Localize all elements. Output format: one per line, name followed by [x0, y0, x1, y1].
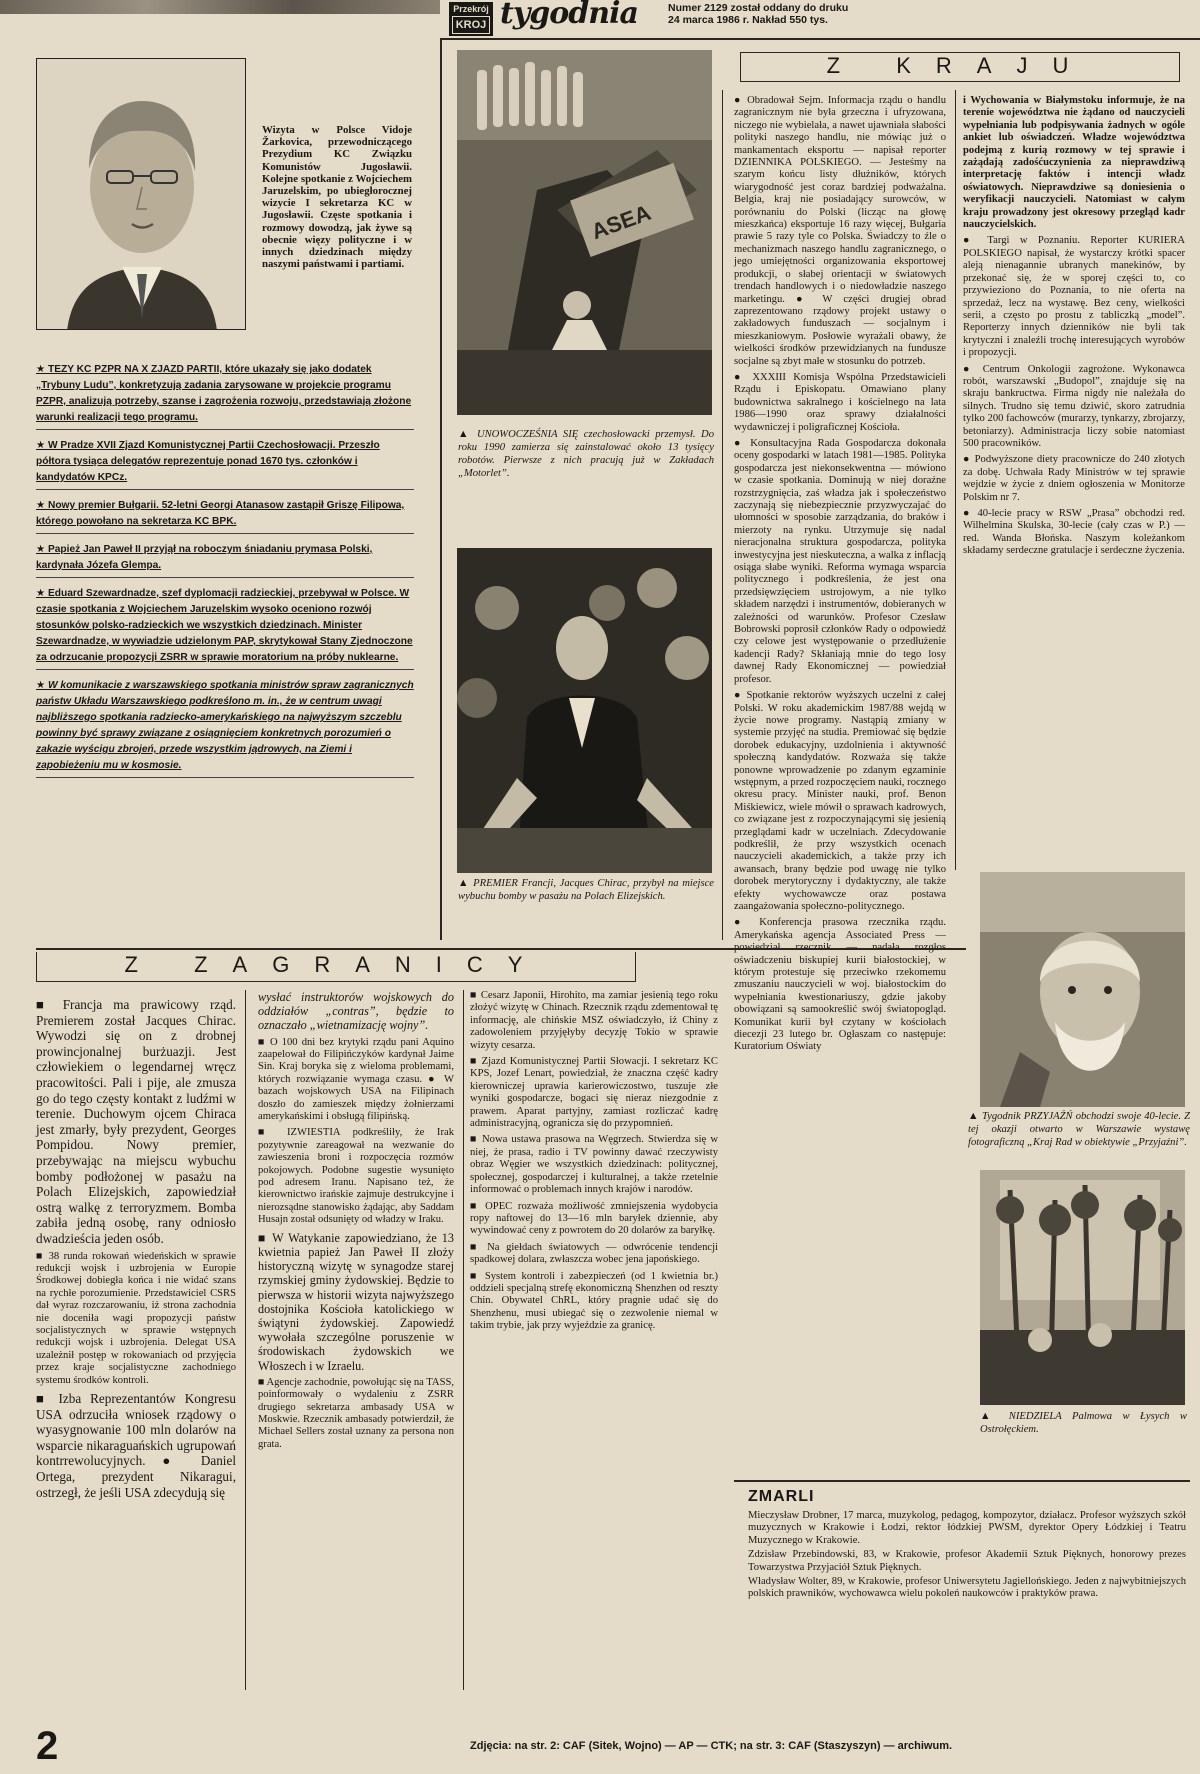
portrait-photo: [36, 58, 246, 330]
chirac-photo-caption: ▲ PREMIER Francji, Jacques Chirac, przybył na miejsce wybuchu bomby w pasażu na Polach Elizejskich.: [458, 878, 715, 902]
portrait-caption: Wizyta w Polsce Vidoje Žarkovica, przewodniczącego Prezydium KC Związku Komunistów Jugosławii. Kolejne spotkanie z Wojciechem Jaruzelskim, po ubiegłorocznej wizycie I sekretarza KC w Jugosławii. Częste spotkania i rozmowy dowodzą, jak żywe są obecnie więzy polityczne i w innych dziedzinach między naszymi państwami i partiami.: [262, 124, 412, 271]
masthead: [0, 0, 1200, 40]
palm-sunday-photo: [980, 1170, 1185, 1405]
z-zagranicy-col3: ■ Cesarz Japonii, Hirohito, ma zamiar jesienią tego roku złożyć wizytę w Chinach. Rzecznik rządu zdementował tę informację, ale chińskie MSZ oświadczyło, iż Chiny z zadowoleniem przyjęłyby decyzję Tokio w sprawie wizyty cesarza. ■ Zjazd Komunistycznej Partii Słowacji. I sekretarz KC KPS, Jozef Lenart, powiedział, że znaczna część kadry kierowniczej uprawia karierowiczostwo, tuszuje złe wyniki gospodarcze, bogaci się nieraz niezgodnie z prawem. Aparat partyjny, zamiast rozliczać kadrę administracyjną, ogranicza się do przypomnień. ■ Nowa ustawa prasowa na Węgrzech. Stwierdza się w niej, że prasa, radio i TV powinny dawać rzeczywisty obraz Węgier we wszystkich dziedzinach: politycznej, społecznej, gospodarczej i kulturalnej, a także rzetelnie informować o problemach innych krajów i narodów. ■ OPEC rozważa możliwość zmniejszenia wydobycia ropy naftowej do 13—16 mln baryłek dziennie, aby wywindować ceny z powrotem do 20 dolarów za baryłkę. ■ Na giełdach światowych — odwrócenie tendencji spadkowej dolara, zwłaszcza wobec jena japońskiego. ■ System kontroli i zabezpieczeń (od 1 kwietnia br.) oddzieli specjalną strefę ekonomiczną Shenzhen od reszty Chin. Obywatel ChRL, który pragnie udać się do Shenzhenu, musi ubiegać się o zezwolenie niemal w takim trybie, jak przy wyjeździe za granicę.: [470, 990, 718, 1332]
logo-script: tygodnia: [500, 0, 638, 31]
left-item: ★ TEZY KC PZPR NA X ZJAZD PARTII, które ukazały się jako dodatek „Trybuny Ludu”, konkretyzują zadania zarysowane w projekcie programu PZPR, analizują potrzeby, szanse i zagrożenia rozwoju, przedstawiają złożone warunki realizacji tego programu.: [36, 362, 414, 430]
z-kraju-col1: ● Obradował Sejm. Informacja rządu o handlu zagranicznym nie była grzeczna i ufryzowana, niczego nie wybielała, a nawet ujawniała słabości polityki naszego handlu, nie mówiąc już o mankamentach eksportu — napisał reporter DZIENNIKA POLSKIEGO. — Jesteśmy na szarym końcu listy dłużników, których wiarygodność jest coraz bardziej podważalna. Belgia, kraj nie posiadający surowców, w porównaniu do Polski (licząc na głowę mieszkańca) eksportuje 16 razy więcej, Bułgaria prawie 5 razy tyle co Polska. Świadczy to źle o mechanizmach naszego handlu zagranicznego, o jego umiejętności organizowania eksportowej produkcji, o słabej orientacji w światowych trendach handlowych i o niedowładzie naszego marketingu. ● W części drugiej obrad zaprezentowano rządowy projekt ustawy o zakładowych funduszach — socjalnym i mieszkaniowym. Posłowie wyrażali obawy, że wielkości środków przewidzianych na fundusze socjalne są zbyt małe w stosunku do potrzeb. ● XXXIII Komisja Wspólna Przedstawicieli Rządu i Episkopatu. Omawiano plany budownictwa sakralnego i kościelnego na lata 1986—1990 oraz sprawy działalności wydawniczej i poligraficznej Kościoła. ● Konsultacyjna Rada Gospodarcza dokonała oceny gospodarki w latach 1981—1985. Polityka gospodarcza jest niekonsekwentna — mówiono w czasie spotkania. Dominują w niej doraźne rozstrzygnięcia, zaś władza jak i społeczeństwo zaczynają się niebezpiecznie przyzwyczajać do ułomności w sposobie zarządzania, do braków i mierzoty na rynku. Utrzymuje się nadal nieracjonalna struktura gospodarcza, polityka inwestycyjna jest nieskuteczna, a walka z inflacją osiąga słabe wyniki. Reforma wymaga wsparcia politycznego i podkreślenia, że jest ona przedsięwzięciem ustrojowym, a nie tylko składem narzędzi i instrumentów, dobieranych w zależności od warunków. Profesor Czesław Bobrowski poprosił członków Rady o odpowiedź czy celowe jest występowanie o przedłużenie kadencji Rady? Skłaniają mnie do tego losy dawnej Rady Ekonomicznej — powiedział profesor. ● Spotkanie rektorów wyższych uczelni z całej Polski. W roku akademickim 1987/88 wejdą w życie nowe programy. Nastąpią zmiany w systemie przyjęć na studia. Premiować się będzie dorobek edukacyjny, uzdolnienia i aktywność społeczną kandydatów. Rozważa się także ponowne wprowadzenie po zdanym egzaminie wstępnym, a przed rozpoczęciem nauki, rocznego okresu pracy. Minister nauki, prof. Benon Miśkiewicz, wiele mówił o sprawach kadrowych, co związane jest z rozpoczynającymi się jesienią przeglądami kadr w uczelniach. Zdecydowanie podkreślił, że przy wszystkich ocenach nauczycieli akademickich, a także przy ich awansach, brany będzie pod uwagę nie tylko dorobek merytoryczny i dydaktyczny, ale także efekty wychowawcze oraz postawa zaangażowania społeczno-politycznego. ● Konferencja prasowa rzecznika rządu. Amerykańska agencja Associated Press — oświadczeniu biskupiej kurii białostockiej, w którym protestuje się przeciwko rzekomemu zmuszaniu nauczycieli w woj. białostockim do wypełniania kwestionariuszy, gdzie jakoby obowiązani są samookreślić swój światopogląd. Komunikat kurii był czytany w kościołach diecezji 23 lutego br. Ogłaszam co następuje: Kuratorium Oświaty: [734, 95, 946, 1053]
zmarli-entry: Władysław Wolter, 89, w Krakowie, profesor Uniwersytetu Jagiellońskiego. Jeden z najwybitniejszych polskich prawników, wychowawca wielu pokoleń naukowców i praktyków prawa.: [748, 1576, 1186, 1600]
page-number: 2: [36, 1724, 59, 1768]
logo-box: Przekrój KROJ: [449, 2, 493, 36]
z-zagranicy-col1: ■ Francja ma prawicowy rząd. Premierem został Jacques Chirac. Wywodzi się on z drobnej prowincjonalnej burżuazji. Jest człowiekiem o legendarnej wręcz pracowitości. Pali i pije, ale zmusza go do tego częsty kontakt z ludźmi w terenie. Duchowym ojcem Chiraca jest zmarły, były prezydent, Georges Pompidou. Nowy premier, przebywając na miejscu wybuchu bomby podłożonej w pasażu na Polach Elizejskich, zapowiedział ostrą walkę z terroryzmem. Bomba zabiła jedną osobę, rany odniosło dwadzieścia jeden osób. ■ 38 runda rokowań wiedeńskich w sprawie redukcji wojsk i uzbrojenia w Europie Środkowej dobiegła końca i nie widać szans na rychłe porozumienie. Przedstawiciel CSRS dał wyraz rozczarowaniu, iż strona zachodnia nie doceniła wagi propozycji państw socjalistycznych w sprawie wstępnych redukcji wojsk i uzbrojenia. Delegat USA uzależnił postęp w rokowaniach od przyjęcia przez kraje socjalistyczne zachodniego systemu środków kontroli. ■ Izba Reprezentantów Kongresu USA odrzuciła wniosek rządowy o wyasygnowanie 100 mln dolarów na wsparcie nikaraguańskich ugrupowań kontrrewolucyjnych. ● Daniel Ortega, prezydent Nikaragui, ostrzegł, że jeśli USA zdecydują się: [36, 997, 237, 1500]
przyjazn-photo: [980, 872, 1185, 1107]
print-info: Numer 2129 został oddany do druku 24 marca 1986 r. Nakład 550 tys.: [668, 2, 849, 26]
left-news-list: [36, 362, 414, 786]
left-item: ★ Papież Jan Paweł II przyjął na roboczym śniadaniu prymasa Polski, kardynała Józefa Glempa.: [36, 542, 414, 578]
z-kraju-title: Z KRAJU: [740, 52, 1180, 82]
z-zagranicy-title: Z ZAGRANICY: [36, 952, 636, 982]
left-item: ★ Nowy premier Bułgarii. 52-letni Georgi Atanasow zastąpił Griszę Filipowa, którego powołano na sekretarza KC BPK.: [36, 498, 414, 534]
zmarli-entry: Zdzisław Przebindowski, 83, w Krakowie, profesor Akademii Sztuk Pięknych, honorowy prezes Towarzystwa Przyjaciół Sztuk Pięknych.: [748, 1549, 1186, 1573]
chirac-photo: [457, 548, 712, 873]
left-item: ★ W Pradze XVII Zjazd Komunistycznej Partii Czechosłowacji. Przeszło półtora tysiąca delegatów reprezentuje ponad 1670 tys. członków i kandydatów KPCz.: [36, 438, 414, 490]
left-item: ★ W komunikacie z warszawskiego spotkania ministrów spraw zagranicznych państw Układu Warszawskiego podkreślono m. in., że w centrum uwagi najbliższego spotkania radziecko-amerykańskiego na najwyższym szczeblu powinny być sprawy związane z osiągnięciem konkretnych porozumień o zakazie wyścigu zbrojeń, przede wszystkim jądrowych, na Ziemi i zapobieżeniu mu w kosmosie.: [36, 678, 414, 778]
left-item: ★ Eduard Szewardnadze, szef dyplomacji radzieckiej, przebywał w Polsce. W czasie spotkania z Wojciechem Jaruzelskim wysoko oceniono rozwój stosunków polsko-radzieckich we wszystkich dziedzinach. Minister Szewardnadze, w wywiadzie udzielonym PAP, skrytykował Stany Zjednoczone za odrzucanie propozycji ZSRR w sprawie moratorium na próby nuklearne.: [36, 586, 414, 670]
asea-sign: ASEA: [588, 199, 654, 245]
robot-photo-caption: ▲ UNOWOCZEŚNIA SIĘ czechosłowacki przemysł. Do roku 1990 zamierza się zainstalować około 13 tysięcy robotów. Pierwsze z nich pracują już w Zakładach „Motorlet”.: [458, 429, 715, 479]
robot-factory-photo: [457, 50, 712, 415]
zmarli-title: ZMARLI: [748, 1488, 815, 1505]
zmarli-list: [748, 1510, 1186, 1601]
z-zagranicy-col2: wysłać instruktorów wojskowych do oddziałów „contras”, będzie to oznaczało „wietnamizację wojny”. ■ O 100 dni bez krytyki rządu pani Aquino zaapelował do Filipińczyków kardynał Jaime Sin. Kraj boryka się z wieloma problemami, których rozwiązanie wymaga czasu. ● W bazach wojskowych USA na Filipinach doszło do zamieszek między żołnierzami amerykańskimi i obsługą filipińską. ■ IZWIESTIA podkreśliły, że Irak pozytywnie zareagował na wezwanie do zawieszenia broni i rozpoczęcia rozmów pokojowych. Podobne sugestie wysunięto pod adresem Iranu. Napisano też, że kierownictwo irańskie zajmuje destrukcyjne i nierozsądne stanowisko żądając, aby Saddam Husajn został odsunięty od władzy w Iraku. ■ W Watykanie zapowiedziano, że 13 kwietnia papież Jan Paweł II złoży historyczną wizytę w synagodze starej rzymskiej gminy żydowskiej. Będzie to pierwsza w historii wizyta najwyższego dostojnika Kościoła katolickiego w świątyni żydowskiej. Zapowiedź wywołała szczególne poruszenie w środowiskach żydowskich we Włoszech i w Izraelu. ■ Agencje zachodnie, powołując się na TASS, poinformowały o wydaleniu z ZSRR drugiego sekretarza ambasady USA w Moskwie. Rzecznik ambasady potwierdził, że Michael Sellers został uznany za persona non grata.: [258, 990, 455, 1450]
z-kraju-col2: i Wychowania w Białymstoku informuje, że na terenie województwa nie żądano od nauczycieli wypełniania lub podpisywania żadnych w ogóle ankiet lub oświadczeń. Władze województwa podejmą z kurią rozmowy w tej sprawie i zażądają zadośćuczynienia za nieprawdziwą interpretację faktów i intencji władz oświatowych. Nieprawdziwe są doniesienia o weryfikacji nauczycieli. Natomiast w całym kraju prowadzony jest okresowy przegląd kadr nauczycielskich. ● Targi w Poznaniu. Reporter KURIERA POLSKIEGO napisał, że wystarczy krótki spacer aleją nienagannie ubranych manekinów, by przekonać się, że w sporej części to, co przywieziono do Poznania, to nie oferta na sprzedaż, lecz na wystawę. Bez ceny, wielkości serii, a często po prostu z tabliczką „model”. Reporterzy innych dzienników nie byli tak krytyczni i znaleźli trochę interesujących wyrobów i propozycji. ● Centrum Onkologii zagrożone. Wykonawca robót, warszawski „Budopol”, znajduje się na skraju bankructwa. Firma nigdy nie należała do silnych. Trudno się temu dziwić, skoro zatrudnia tylko 200 fachowców (murarzy, tynkarzy, zbrojarzy, betoniarzy). Administracja liczy sobie natomiast 500 pracowników. ● Podwyższone diety pracownicze do 240 złotych za dobę. Uchwała Rady Ministrów w tej sprawie wejdzie w życie z dniem ogłoszenia w Monitorze Polskim nr 7. ● 40-lecie pracy w RSW „Prasa” obchodzi red. Wilhelmina Skulska, 30-lecie (cały czas w P.) — red. Wanda Błońska. Naszym koleżankom składamy serdeczne gratulacje i serdeczne życzenia.: [963, 95, 1185, 557]
przyjazn-photo-caption: ▲ Tygodnik PRZYJAŹŃ obchodzi swoje 40-lecie. Z tej okazji otwarto w Warszawie wystawę fotograficzną „Kraj Rad w obiektywie „Przyjaźni”.: [968, 1111, 1190, 1148]
palm-sunday-caption: ▲ NIEDZIELA Palmowa w Łysych w Ostrołęckiem.: [980, 1411, 1187, 1435]
zmarli-entry: Mieczysław Drobner, 17 marca, muzykolog, pedagog, kompozytor, działacz. Profesor wyższych szkół muzycznych w Krakowie i Łodzi, rektor łódzkiej PWSM, dyrektor Opery Łódzkiej i Teatru Muzycznego w Krakowie.: [748, 1510, 1186, 1546]
photo-credits: Zdjęcia: na str. 2: CAF (Sitek, Wojno) — AP — CTK; na str. 3: CAF (Staszyszyn) — archiwum.: [470, 1740, 953, 1752]
